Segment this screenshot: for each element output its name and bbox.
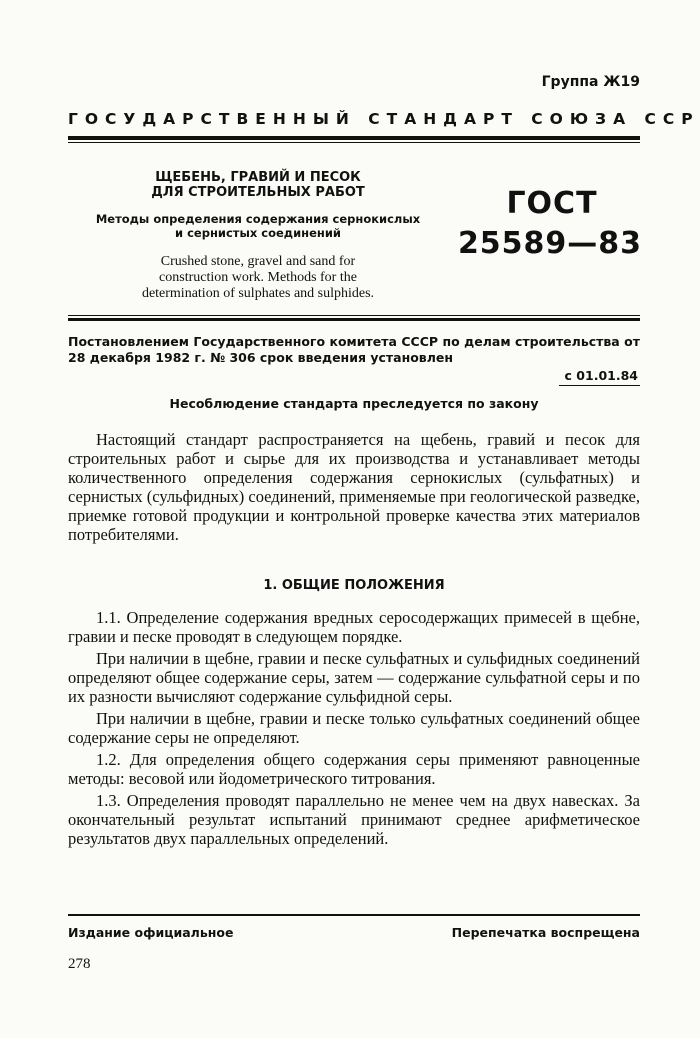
title-en-line3: determination of sulphates and sulphides.: [141, 286, 375, 301]
official-edition: Издание официальное: [68, 925, 234, 940]
title-subtitle: [68, 212, 448, 240]
paragraph-1-3: 1.3. Определения проводят параллельно не менее чем на двух навесках. За окончательный результат испытаний принимают среднее арифметическое результатов двух параллельных определений.: [68, 791, 640, 848]
title-en-line1: Crushed stone, gravel and sand for: [160, 254, 356, 269]
reprint-prohibited: Перепечатка воспрещена: [451, 925, 640, 940]
header-rule-thick: [68, 136, 640, 140]
title-sub-line1: Методы определения содержания сернокислых: [95, 212, 421, 226]
title-english: [68, 254, 448, 302]
section-body: [68, 608, 640, 851]
title-main-line2: ДЛЯ СТРОИТЕЛЬНЫХ РАБОТ: [151, 185, 365, 200]
state-standard-title: ГОСУДАРСТВЕННЫЙ СТАНДАРТ СОЮЗА ССР: [68, 110, 700, 128]
effective-date: с 01.01.84: [559, 368, 640, 386]
page-number: 278: [68, 956, 91, 972]
noncompliance-notice: Несоблюдение стандарта преследуется по закону: [169, 396, 539, 411]
document-title-block: [68, 170, 448, 302]
gost-number: 25589—83: [457, 226, 643, 261]
title-en-line2: construction work. Methods for the: [159, 270, 357, 285]
intro-paragraph: Настоящий стандарт распространяется на щебень, гравий и песок для строительных работ и сырье для их производства и устанавливает методы количественного определения содержания сернокислых (сульфатных) и сернистых (сульфидных) соединений, применяемые при геологической разведке, приемке готовой продукции и контрольной проверке качества этих материалов потребителями.: [68, 430, 640, 544]
paragraph-1-1-a: При наличии в щебне, гравии и песке сульфатных и сульфидных соединений определяют общее содержание серы, затем — содержание сульфатной серы и по их разности вычисляют содержание сульфидной серы.: [68, 649, 640, 706]
paragraph-1-1-b: При наличии в щебне, гравии и песке только сульфатных соединений общее содержание серы не определяют.: [68, 709, 640, 747]
footer-rule: [68, 914, 640, 916]
paragraph-1-1: 1.1. Определение содержания вредных серосодержащих примесей в щебне, гравии и песке проводят в следующем порядке.: [68, 608, 640, 646]
title-main-line1: ЩЕБЕНЬ, ГРАВИЙ И ПЕСОК: [155, 170, 361, 185]
header-rule-thin: [68, 142, 640, 143]
title-rule-thick: [68, 318, 640, 321]
group-code: Группа Ж19: [541, 74, 640, 90]
gost-label: ГОСТ: [506, 186, 598, 221]
title-main: [68, 170, 448, 200]
title-rule-thin: [68, 315, 640, 316]
title-sub-line2: и сернистых соединений: [175, 226, 341, 240]
paragraph-1-2: 1.2. Для определения общего содержания серы применяют равноценные методы: весовой или йодометрического титрования.: [68, 750, 640, 788]
decree-text: Постановлением Государственного комитета СССР по делам строительства от 28 декабря 1982 г. № 306 срок введения установлен: [68, 334, 640, 365]
section-title: 1. ОБЩИЕ ПОЛОЖЕНИЯ: [263, 578, 445, 593]
